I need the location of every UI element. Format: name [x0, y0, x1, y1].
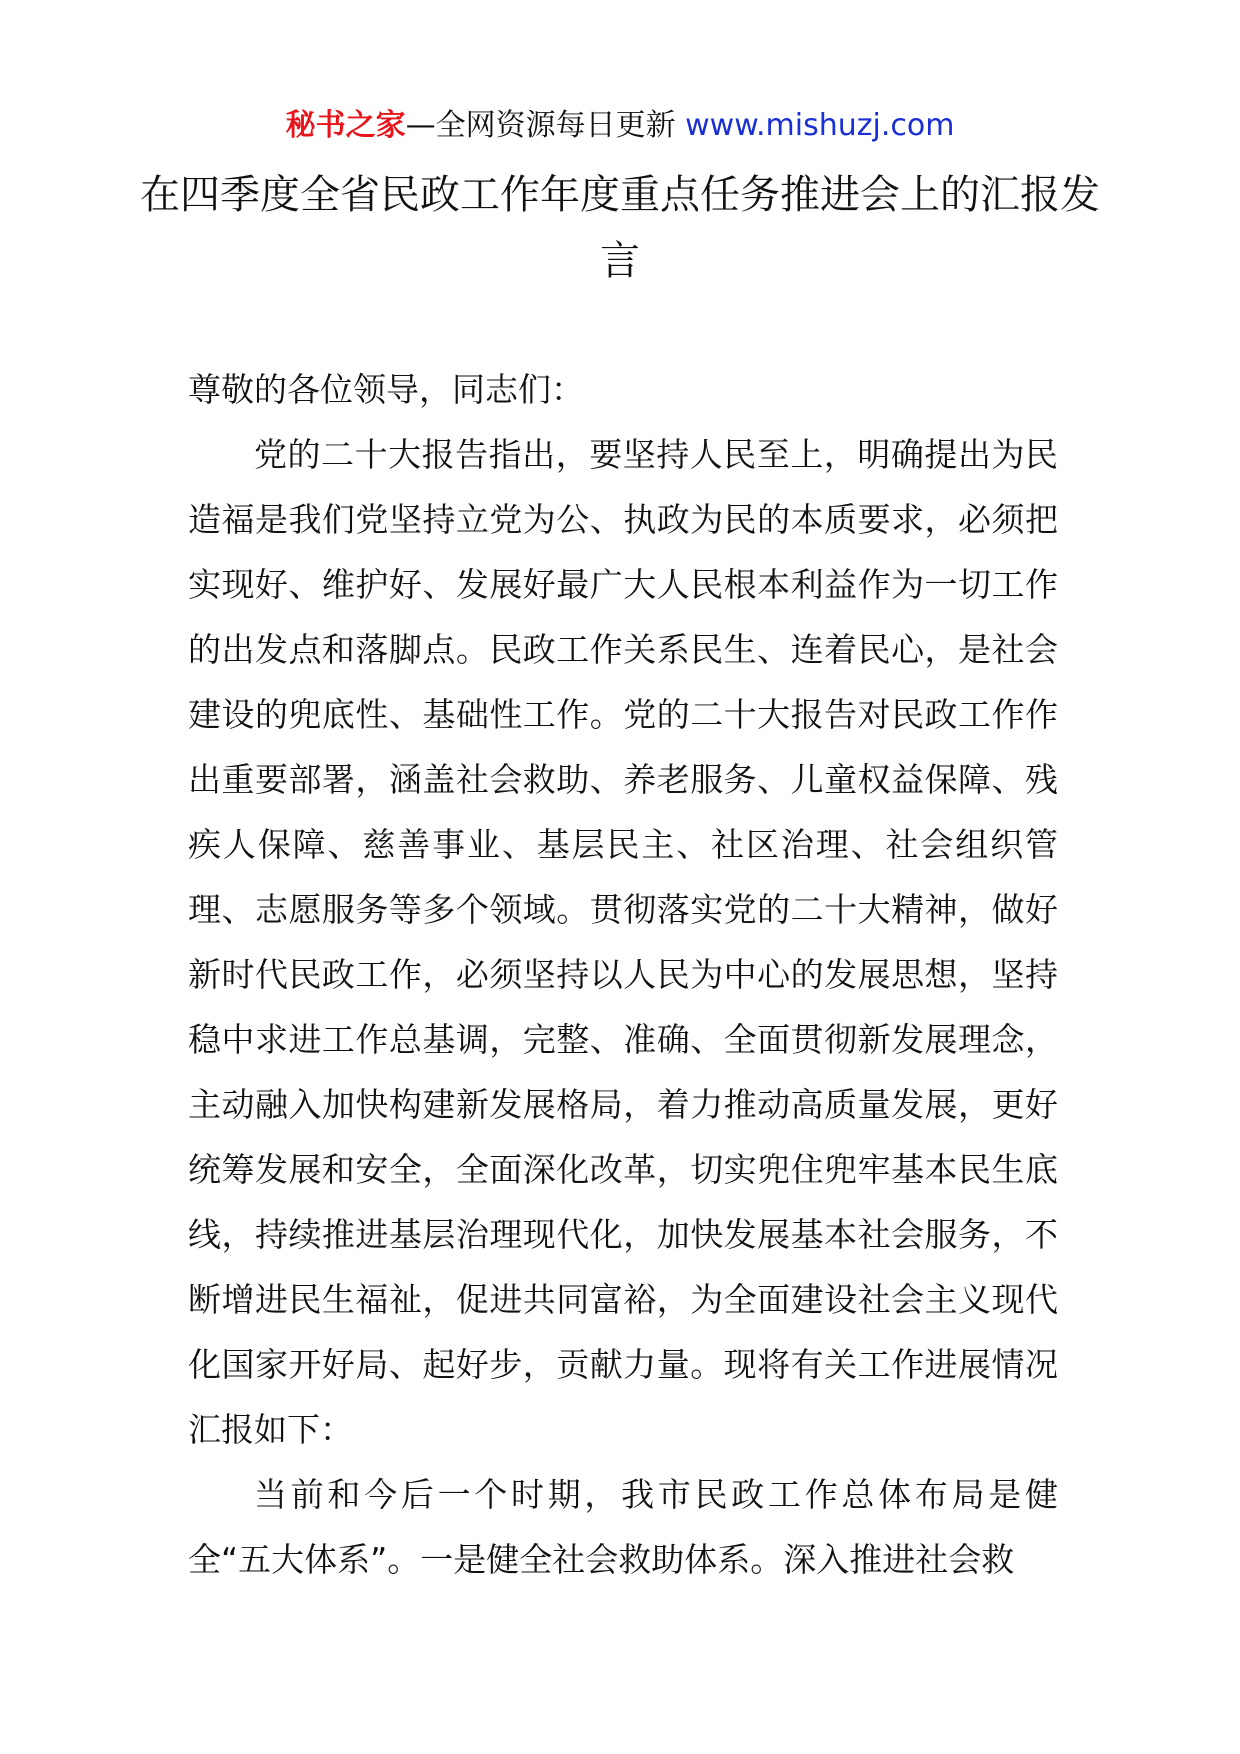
salutation: 尊敬的各位领导，同志们： — [188, 370, 584, 409]
body-paragraph-1: 党的二十大报告指出，要坚持人民至上，明确提出为民造福是我们党坚持立党为公、执政为民的本质要求，必须把实现好、维护好、发展好最广大人民根本利益作为一切工作的出发点和落脚点。民政工作关系民生、连着民心，是社会建设的兜底性、基础性工作。党的二十大报告对民政工作作出重要部署，涵盖社会救助、养老服务、儿童权益保障、残疾人保障、慈善事业、基层民主、社区治理、社会组织管理、志愿服务等多个领域。贯彻落实党的二十大精神，做好新时代民政工作，必须坚持以人民为中心的发展思想，坚持稳中求进工作总基调，完整、准确、全面贯彻新发展理念，主动融入加快构建新发展格局，着力推动高质量发展，更好统筹发展和安全，全面深化改革，切实兜住兜牢基本民生底线，持续推进基层治理现代化，加快发展基本社会服务，不断增进民生福祉，促进共同富裕，为全面建设社会主义现代化国家开好局、起好步，贡献力量。现将有关工作进展情况汇报如下： — [188, 435, 1058, 1449]
body-paragraph-2: 当前和今后一个时期，我市民政工作总体布局是健全“五大体系”。一是健全社会救助体系。深入推进社会救 — [188, 1475, 1058, 1579]
document-title: 在四季度全省民政工作年度重点任务推进会上的汇报发言 — [140, 172, 1100, 284]
document-body — [188, 357, 1058, 1592]
site-header — [0, 104, 1240, 148]
site-url-link[interactable]: www.mishuzj.com — [685, 108, 955, 143]
header-slogan: —全网资源每日更新 — [405, 108, 686, 143]
brand-name: 秘书之家 — [285, 108, 406, 143]
